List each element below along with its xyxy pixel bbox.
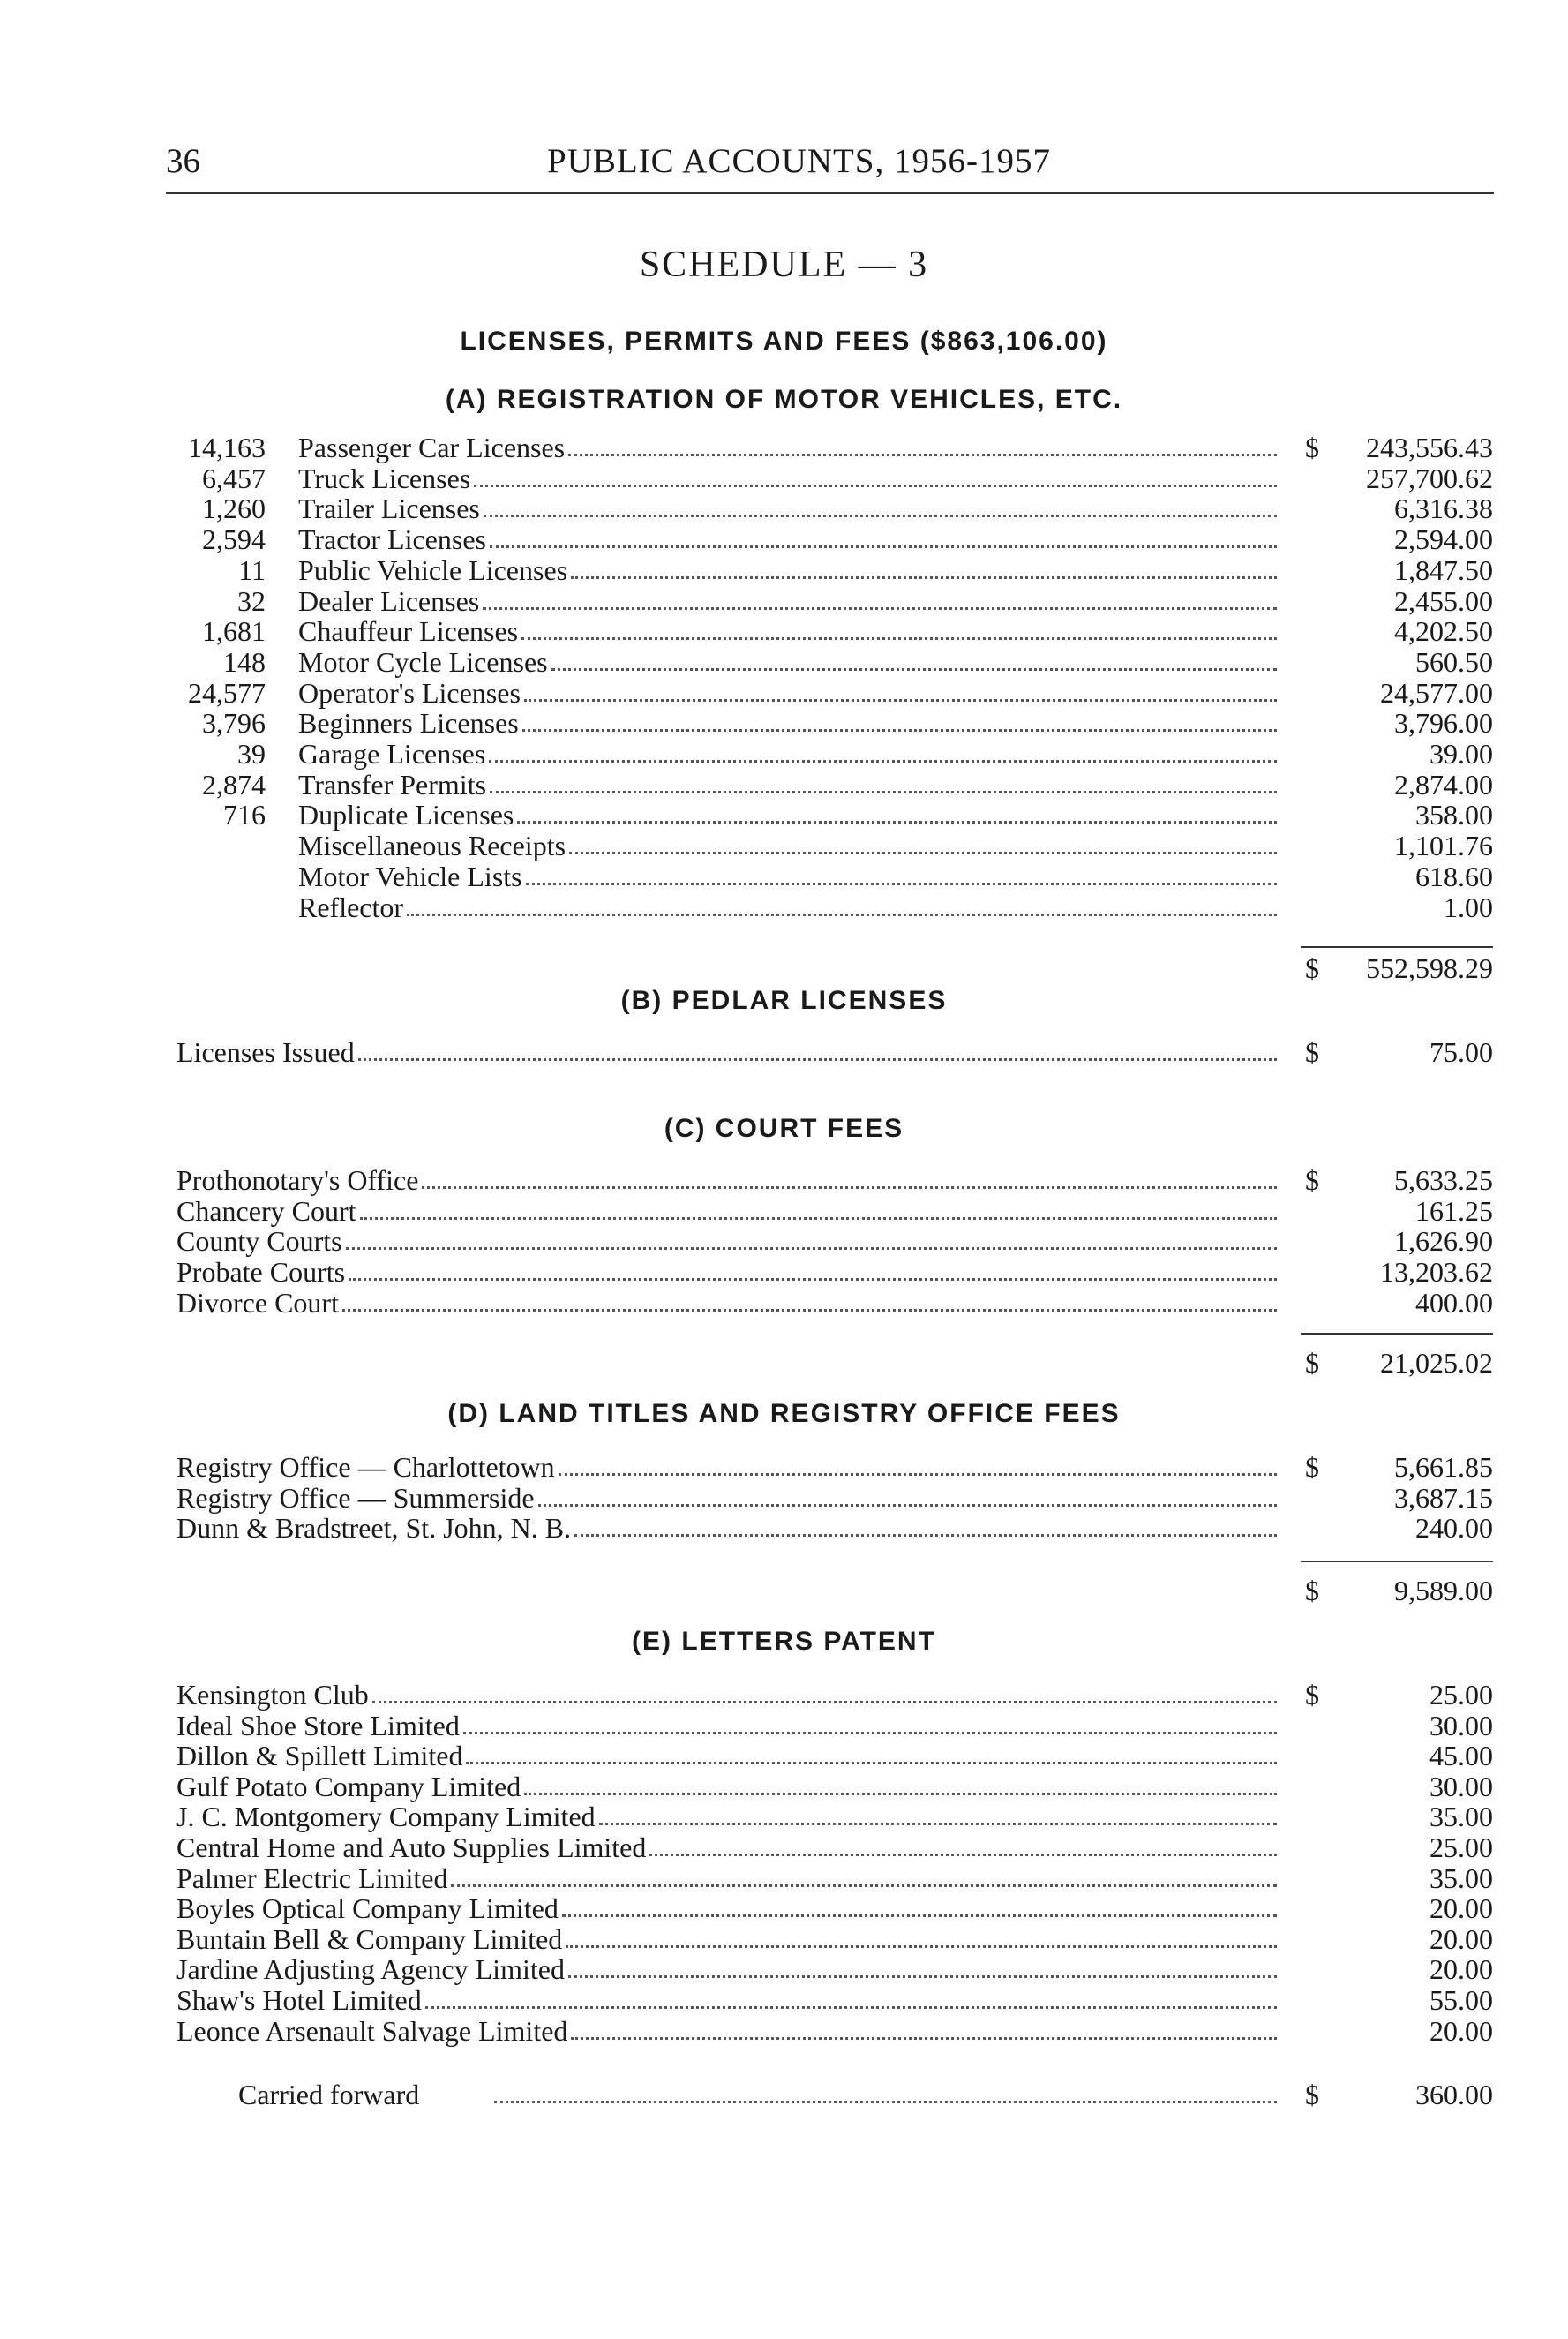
item-label: Motor Vehicle Lists — [298, 860, 522, 892]
dot-leader — [360, 1217, 1278, 1220]
table-row — [0, 1771, 1568, 1802]
item-label: Operator's Licenses — [298, 676, 521, 709]
section-a-heading: (A) REGISTRATION OF MOTOR VEHICLES, ETC. — [445, 385, 1123, 414]
dot-leader — [489, 760, 1277, 763]
section-d-total — [0, 1576, 1568, 1606]
dot-leader — [521, 637, 1277, 640]
item-label: Dunn & Bradstreet, St. John, N. B. — [176, 1512, 572, 1545]
amount-cell: 25.00 — [1429, 1831, 1493, 1863]
item-label: Leonce Arsenault Salvage Limited — [176, 2014, 568, 2047]
quantity-cell: 39 — [237, 738, 266, 770]
quantity-cell: 2,874 — [202, 768, 266, 801]
amount-cell: 1,101.76 — [1394, 830, 1493, 862]
amount-cell: 30.00 — [1429, 1709, 1493, 1741]
item-label: Licenses Issued — [176, 1036, 355, 1068]
item-label: Chauffeur Licenses — [298, 615, 519, 648]
item-label: Truck Licenses — [298, 462, 471, 494]
main-heading: LICENSES, PERMITS AND FEES ($863,106.00) — [460, 327, 1108, 356]
item-label: Garage Licenses — [298, 738, 486, 770]
amount-cell: 400.00 — [1415, 1286, 1493, 1319]
item-label: Passenger Car Licenses — [298, 432, 566, 463]
amount-cell: 20.00 — [1429, 2014, 1493, 2047]
currency-sign: $ — [1305, 1347, 1319, 1379]
quantity-cell: 1,260 — [202, 493, 266, 525]
amount-cell: 30.00 — [1429, 1770, 1493, 1802]
item-label: Jardine Adjusting Agency Limited — [176, 1953, 565, 1986]
item-label: Kensington Club — [176, 1679, 369, 1711]
amount-cell: 1.00 — [1444, 891, 1493, 923]
currency-sign: $ — [1305, 1679, 1319, 1711]
quantity-cell: 1,681 — [202, 615, 266, 648]
dot-leader — [346, 1247, 1277, 1250]
dot-leader — [562, 1914, 1277, 1917]
amount-cell: 75.00 — [1429, 1036, 1493, 1068]
item-label: Gulf Potato Company Limited — [176, 1770, 521, 1802]
amount-cell: 35.00 — [1429, 1801, 1493, 1833]
table-row — [0, 1832, 1568, 1863]
table-row — [0, 1893, 1568, 1924]
table-row — [0, 1711, 1568, 1741]
amount-cell: 45.00 — [1429, 1740, 1493, 1772]
table-row — [0, 463, 1568, 494]
dot-leader — [574, 1534, 1277, 1537]
dot-leader — [568, 1975, 1277, 1978]
item-label: J. C. Montgomery Company Limited — [176, 1801, 596, 1833]
item-label: Beginners Licenses — [298, 707, 519, 740]
dot-leader — [568, 454, 1277, 456]
dot-leader — [484, 515, 1277, 517]
dot-leader — [463, 1732, 1277, 1734]
table-row — [0, 555, 1568, 586]
amount-cell: 243,556.43 — [1366, 432, 1493, 463]
item-label: Divorce Court — [176, 1286, 339, 1319]
table-row — [0, 1985, 1568, 2016]
table-row — [0, 524, 1568, 555]
table-row — [0, 1288, 1568, 1319]
page-number: 36 — [166, 142, 200, 180]
table-row — [0, 1801, 1568, 1832]
quantity-cell: 148 — [223, 645, 266, 678]
amount-cell: 358.00 — [1415, 799, 1493, 831]
dot-leader — [358, 1058, 1277, 1061]
dot-leader — [522, 729, 1277, 732]
amount-cell: 1,626.90 — [1394, 1225, 1493, 1258]
item-label: Prothonotary's Office — [176, 1164, 419, 1196]
amount-cell: 257,700.62 — [1366, 462, 1493, 494]
currency-sign: $ — [1305, 2079, 1319, 2110]
dot-leader — [517, 821, 1277, 824]
dot-leader — [451, 1884, 1277, 1887]
currency-sign: $ — [1305, 1036, 1319, 1068]
amount-cell: 560.50 — [1415, 645, 1493, 678]
dot-leader — [483, 607, 1277, 610]
amount-cell: 3,687.15 — [1394, 1481, 1493, 1514]
quantity-cell: 24,577 — [188, 676, 266, 709]
section-total-amount: 9,589.00 — [1394, 1575, 1493, 1606]
dot-leader — [372, 1701, 1277, 1703]
table-row — [0, 800, 1568, 831]
amount-cell: 20.00 — [1429, 1922, 1493, 1955]
amount-cell: 4,202.50 — [1394, 615, 1493, 648]
quantity-cell: 2,594 — [202, 523, 266, 556]
currency-sign: $ — [1305, 432, 1319, 463]
table-row — [0, 770, 1568, 801]
dot-leader — [569, 852, 1277, 854]
amount-cell: 5,661.85 — [1394, 1451, 1493, 1483]
amount-cell: 240.00 — [1415, 1512, 1493, 1545]
amount-cell: 13,203.62 — [1380, 1256, 1493, 1289]
quantity-cell: 6,457 — [202, 462, 266, 494]
dot-leader — [571, 576, 1277, 579]
amount-cell: 39.00 — [1429, 738, 1493, 770]
carried-forward-row — [0, 2080, 1568, 2110]
currency-sign: $ — [1305, 952, 1319, 984]
amount-cell: 2,455.00 — [1394, 584, 1493, 617]
amount-cell: 3,796.00 — [1394, 707, 1493, 740]
dot-leader — [490, 791, 1277, 793]
dot-leader — [490, 545, 1277, 548]
item-label: Central Home and Auto Supplies Limited — [176, 1831, 647, 1863]
item-label: Dillon & Spillett Limited — [176, 1740, 463, 1772]
amount-cell: 20.00 — [1429, 1892, 1493, 1925]
currency-sign: $ — [1305, 1575, 1319, 1606]
item-label: Reflector — [298, 891, 404, 923]
table-row — [0, 831, 1568, 861]
item-label: County Courts — [176, 1225, 342, 1258]
section-c-total-rule — [1301, 1333, 1493, 1335]
item-label: Duplicate Licenses — [298, 799, 514, 831]
quantity-cell: 3,796 — [202, 707, 266, 740]
item-label: Shaw's Hotel Limited — [176, 1984, 422, 2016]
section-b-heading: (B) PEDLAR LICENSES — [620, 986, 948, 1015]
section-total-amount: 552,598.29 — [1366, 952, 1493, 984]
table-row — [0, 586, 1568, 617]
amount-cell: 35.00 — [1429, 1861, 1493, 1894]
item-label: Dealer Licenses — [298, 584, 480, 617]
amount-cell: 55.00 — [1429, 1984, 1493, 2016]
item-label: Palmer Electric Limited — [176, 1861, 448, 1894]
quantity-cell: 32 — [237, 584, 266, 617]
schedule-title: SCHEDULE — 3 — [639, 244, 929, 285]
section-d-total-rule — [1301, 1561, 1493, 1562]
amount-cell: 20.00 — [1429, 1953, 1493, 1986]
dot-leader — [524, 1793, 1277, 1795]
table-row — [0, 1954, 1568, 1985]
table-row — [0, 1680, 1568, 1711]
table-row — [0, 1741, 1568, 1771]
table-row — [0, 1165, 1568, 1196]
dot-leader — [524, 699, 1277, 702]
table-row — [0, 647, 1568, 678]
table-row — [0, 1483, 1568, 1514]
dot-leader — [599, 1823, 1277, 1825]
item-label: Probate Courts — [176, 1256, 346, 1289]
header-rule — [166, 192, 1494, 194]
table-row — [0, 861, 1568, 892]
amount-cell: 25.00 — [1429, 1679, 1493, 1711]
section-e-heading: (E) LETTERS PATENT — [632, 1627, 936, 1656]
dot-leader — [342, 1309, 1277, 1312]
table-row — [0, 678, 1568, 709]
dot-leader — [551, 668, 1277, 671]
amount-cell: 2,874.00 — [1394, 768, 1493, 801]
dot-leader — [422, 1186, 1277, 1189]
currency-sign: $ — [1305, 1164, 1319, 1196]
amount-cell: 24,577.00 — [1380, 676, 1493, 709]
section-a-total-rule — [1301, 946, 1493, 948]
table-row — [0, 1863, 1568, 1894]
quantity-cell: 14,163 — [188, 432, 266, 463]
carried-forward-amount: 360.00 — [1415, 2079, 1493, 2110]
dot-leader — [649, 1854, 1277, 1856]
running-title: PUBLIC ACCOUNTS, 1956-1957 — [547, 142, 1051, 180]
amount-cell: 6,316.38 — [1394, 493, 1493, 525]
table-row — [0, 1513, 1568, 1544]
item-label: Public Vehicle Licenses — [298, 553, 568, 586]
item-label: Registry Office — Summerside — [176, 1481, 535, 1514]
table-row — [0, 708, 1568, 739]
table-row — [0, 432, 1568, 463]
table-row — [0, 1196, 1568, 1227]
section-d-heading: (D) LAND TITLES AND REGISTRY OFFICE FEES — [447, 1399, 1121, 1428]
currency-sign: $ — [1305, 1451, 1319, 1483]
dot-leader — [571, 2037, 1277, 2040]
table-row — [0, 739, 1568, 770]
table-row — [0, 1924, 1568, 1955]
item-label: Transfer Permits — [298, 768, 487, 801]
section-total-amount: 21,025.02 — [1380, 1347, 1493, 1379]
amount-cell: 618.60 — [1415, 860, 1493, 892]
table-row — [0, 493, 1568, 524]
item-label: Motor Cycle Licenses — [298, 645, 548, 678]
item-label: Miscellaneous Receipts — [298, 830, 566, 862]
dot-leader — [566, 1945, 1277, 1948]
table-row — [0, 616, 1568, 647]
section-a-total — [0, 953, 1568, 984]
item-label: Ideal Shoe Store Limited — [176, 1709, 460, 1741]
running-head — [166, 141, 1494, 194]
dot-leader — [526, 883, 1277, 885]
section-c-total — [0, 1348, 1568, 1379]
item-label: Trailer Licenses — [298, 493, 480, 525]
table-row — [0, 1037, 1568, 1068]
dot-leader — [559, 1473, 1277, 1476]
quantity-cell: 11 — [238, 553, 266, 586]
section-c-heading: (C) COURT FEES — [664, 1114, 904, 1143]
table-row — [0, 1452, 1568, 1483]
table-row — [0, 1257, 1568, 1288]
item-label: Chancery Court — [176, 1194, 356, 1227]
amount-cell: 2,594.00 — [1394, 523, 1493, 556]
dot-leader — [494, 2101, 1277, 2103]
dot-leader — [474, 485, 1277, 487]
dot-leader — [425, 2006, 1277, 2009]
item-label: Buntain Bell & Company Limited — [176, 1922, 563, 1955]
dot-leader — [349, 1278, 1277, 1281]
item-label: Tractor Licenses — [298, 523, 486, 556]
amount-cell: 1,847.50 — [1394, 553, 1493, 586]
table-row — [0, 1226, 1568, 1257]
amount-cell: 161.25 — [1415, 1194, 1493, 1227]
dot-leader — [407, 914, 1277, 916]
quantity-cell: 716 — [223, 799, 266, 831]
table-row — [0, 892, 1568, 923]
amount-cell: 5,633.25 — [1394, 1164, 1493, 1196]
carried-forward-label: Carried forward — [238, 2079, 420, 2110]
item-label: Boyles Optical Company Limited — [176, 1892, 559, 1925]
dot-leader — [538, 1504, 1277, 1507]
item-label: Registry Office — Charlottetown — [176, 1451, 555, 1483]
dot-leader — [466, 1762, 1277, 1764]
table-row — [0, 2016, 1568, 2047]
